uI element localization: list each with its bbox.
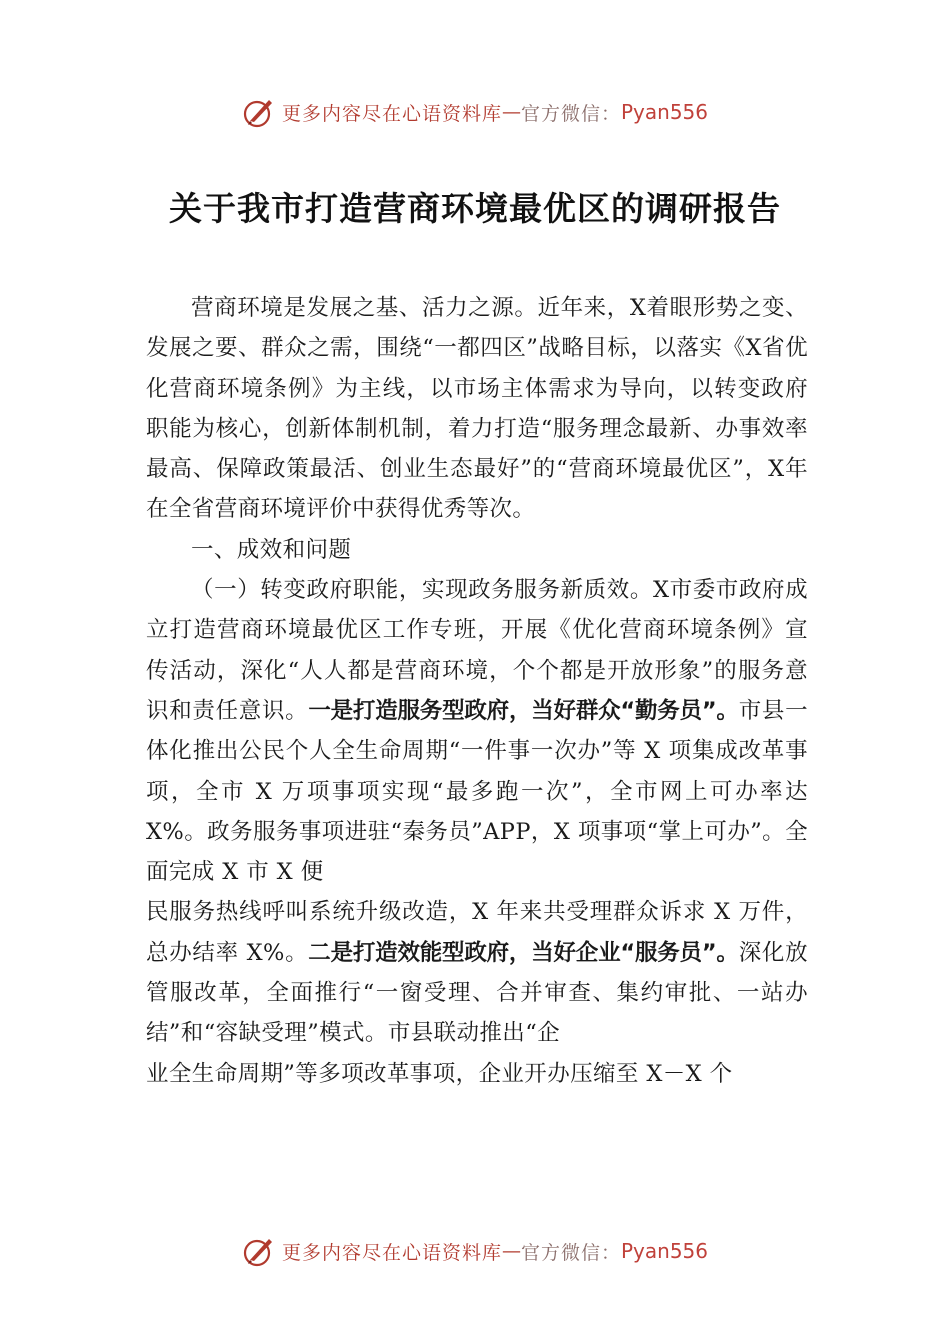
section-paragraph [146, 570, 808, 892]
footer-banner [0, 1231, 950, 1271]
banner-site-text: 更多内容尽在心语资料库 [281, 1241, 502, 1264]
banner-dash: — [501, 1240, 521, 1262]
banner-wechat-id: Pyan556 [621, 1239, 709, 1263]
section-paragraph [146, 892, 808, 1053]
section-heading: 一、成效和问题 [191, 536, 352, 563]
banner-wechat-id: Pyan556 [621, 100, 709, 124]
paragraph-text: 民服务热线呼叫系统升级改造，X 年来共受理群众诉求 X 万件，总办结率 X%。 [146, 899, 808, 966]
quill-logo-icon [242, 1234, 276, 1268]
section-paragraph: 业全生命周期”等多项改革事项，企业开办压缩至 X－X 个 [146, 1060, 733, 1087]
banner-wechat-label: 官方微信： [520, 1241, 621, 1264]
intro-paragraph: 营商环境是发展之基、活力之源。近年来，X着眼形势之变、发展之要、群众之需，围绕“一都四区”战略目标，以落实《X省优化营商环境条例》为主线，以市场主体需求为导向，以转变政府职能为核心，创新体制机制，着力打造“服务理念最新、办事效率最高、保障政策最活、创业生态最好”的“营商环境最优区”，X年在全省营商环境评价中获得优秀等次。 [146, 295, 808, 523]
document-title: 关于我市打造营商环境最优区的调研报告 [169, 189, 781, 228]
paragraph-text: 深化放管服改革，全面推行“一窗受理、合并审查、集约审批、一站办结”和“容缺受理”模式。市县联动推出“企 [146, 939, 809, 1047]
banner-dash: — [501, 101, 521, 123]
document-body [146, 288, 808, 1094]
bold-lead-2: 二是打造效能型政府，当好企业“服务员”。 [308, 939, 739, 966]
banner-wechat-label: 官方微信： [520, 102, 621, 125]
bold-lead-1: 一是打造服务型政府，当好群众“勤务员”。 [308, 697, 739, 724]
banner-site-text: 更多内容尽在心语资料库 [281, 102, 502, 125]
paragraph-text: （一）转变政府职能，实现政务服务新质效。X市委市政府成立打造营商环境最优区工作专班，开展《优化营商环境条例》宣传活动，深化“人人都是营商环境，个个都是开放形象”的服务意识和责任意识。 [146, 577, 808, 724]
header-banner [0, 92, 950, 132]
paragraph-text: 市县一体化推出公民个人全生命周期“一件事一次办”等 X 项集成改革事项，全市 X 万项事项实现“最多跑一次”，全市网上可办率达 X%。政务服务事项进驻“秦务员”APP，X 项事项“掌上可办”。全面完成 X 市 X 便 [146, 697, 808, 886]
quill-logo-icon [242, 95, 276, 129]
